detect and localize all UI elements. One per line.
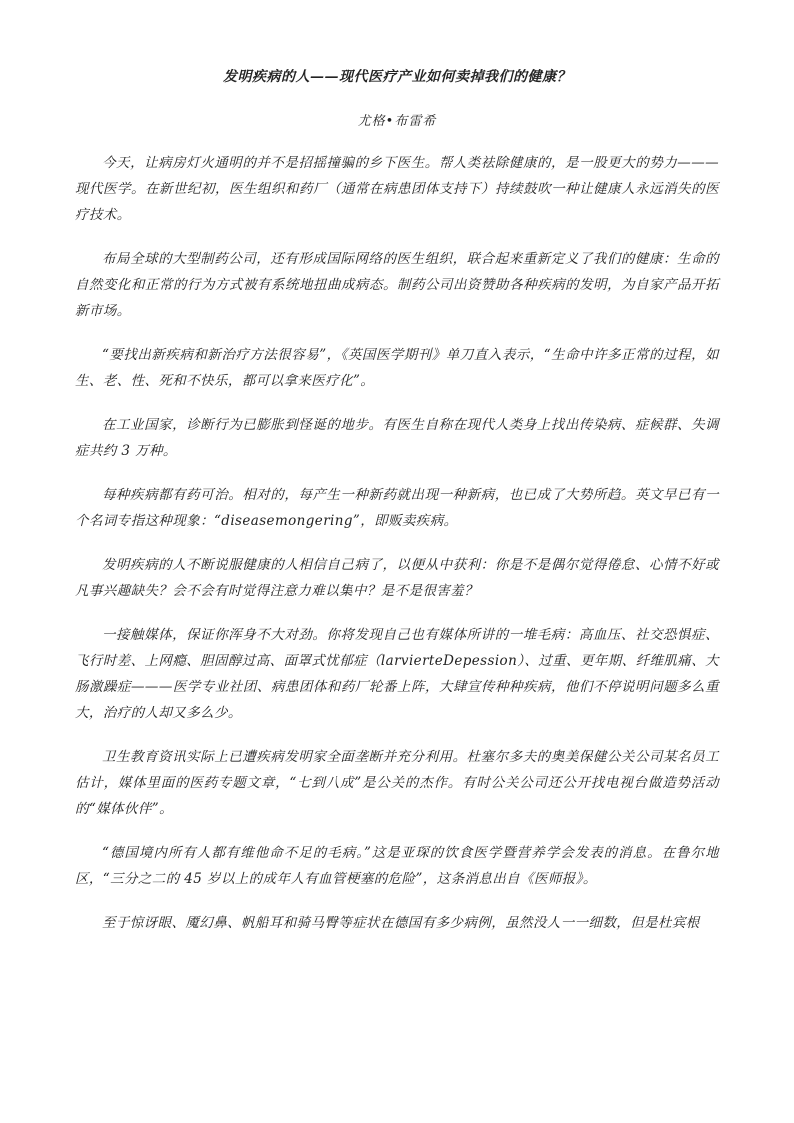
paragraph: “要找出新疾病和新治疗方法很容易”，《英国医学期刊》单刀直入表示，“生命中许多正常的过程，如生、老、性、死和不快乐，都可以拿来医疗化”。 bbox=[75, 347, 719, 389]
paragraph: 一接触媒体，保证你浑身不大对劲。你将发现自己也有媒体所讲的一堆毛病：高血压、社交恐惧症、飞行时差、上网瘾、胆固醇过高、面罩式忧郁症（larvierteDepession）、过重、更年期、纤维肌痛、大肠激躁症———医学专业社团、病患团体和药厂轮番上阵，大肆宣传种种疾病，他们不停说明问题多么重大，治疗的人却又多么少。 bbox=[75, 627, 719, 721]
paragraph: 在工业国家，诊断行为已膨胀到怪诞的地步。有医生自称在现代人类身上找出传染病、症候群、失调症共约 3 万种。 bbox=[75, 417, 719, 459]
paragraph: “德国境内所有人都有维他命不足的毛病。”这是亚琛的饮食医学暨营养学会发表的消息。在鲁尔地区，“三分之二的 45 岁以上的成年人有血管梗塞的危险”，这条消息出自《医师报》。 bbox=[75, 845, 719, 887]
paragraph: 今天，让病房灯火通明的并不是招摇撞骗的乡下医生。帮人类祛除健康的，是一股更大的势力———现代医学。在新世纪初，医生组织和药厂（通常在病患团体支持下）持续鼓吹一种让健康人永远消失的医疗技术。 bbox=[75, 155, 719, 223]
document-title: 发明疾病的人——现代医疗产业如何卖掉我们的健康？ bbox=[223, 69, 571, 85]
paragraph: 布局全球的大型制药公司，还有形成国际网络的医生组织，联合起来重新定义了我们的健康：生命的自然变化和正常的行为方式被有系统地扭曲成病态。制药公司出资赞助各种疾病的发明，为自家产品开拓新市场。 bbox=[75, 251, 719, 319]
document-author: 尤格•布雷希 bbox=[357, 114, 437, 129]
document-body bbox=[75, 150, 719, 954]
paragraph: 发明疾病的人不断说服健康的人相信自己病了，以便从中获利：你是不是偶尔觉得倦怠、心情不好或凡事兴趣缺失？会不会有时觉得注意力难以集中？是不是很害羞？ bbox=[75, 557, 719, 599]
paragraph: 卫生教育资讯实际上已遭疾病发明家全面垄断并充分利用。杜塞尔多夫的奥美保健公关公司某名员工估计，媒体里面的医药专题文章，“七到八成”是公关的杰作。有时公关公司还公开找电视台做造势活动的“媒体伙伴”。 bbox=[75, 749, 719, 817]
paragraph: 每种疾病都有药可治。相对的，每产生一种新药就出现一种新病，也已成了大势所趋。英文早已有一个名词专指这种现象：“diseasemongering”，即贩卖疾病。 bbox=[75, 487, 719, 529]
paragraph: 至于惊讶眼、魇幻鼻、帆船耳和骑马臀等症状在德国有多少病例，虽然没人一一细数，但是杜宾根 bbox=[102, 915, 700, 931]
